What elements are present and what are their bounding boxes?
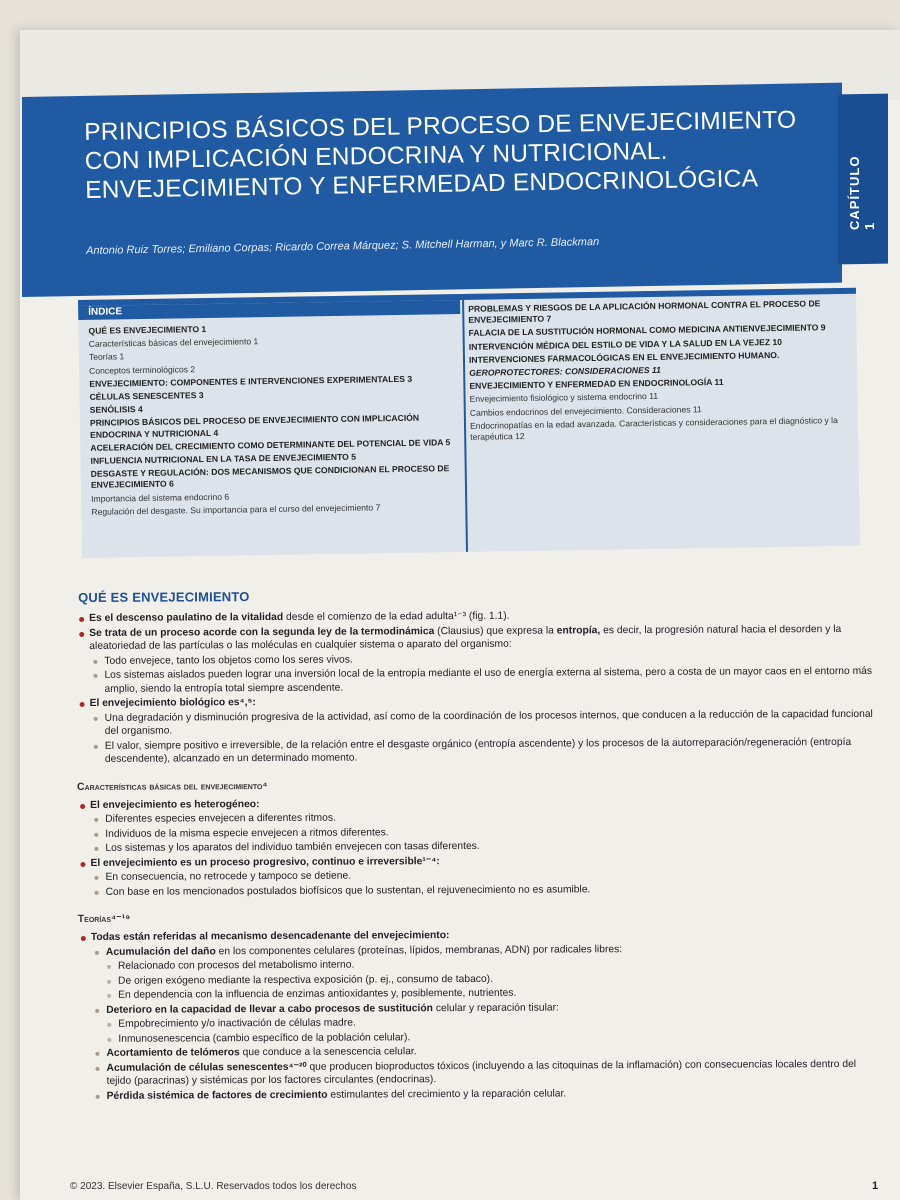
toc-entry: Características básicas del envejecimiento 1 [88, 336, 259, 350]
bullet-text: en los componentes celulares (proteínas, lípidos, membranas, ADN) por radicales libres: [215, 943, 623, 957]
toc-entry: Endocrinopatías en la edad avanzada. Características y consideraciones para el diagnóstico y la terapéutica 12 [469, 414, 838, 442]
sub-bullet: Con base en los mencionados postulados biofísicos que lo sustentan, el rejuvenecimiento no es asumible. [80, 881, 875, 899]
bullet-text: celular y reparación tisular: [432, 1001, 559, 1014]
toc-entry: Conceptos terminológicos 2 [89, 363, 196, 376]
toc-left-column [88, 320, 461, 520]
bullet-bold: Deterioro en la capacidad de llevar a cabo procesos de sustitución [106, 1002, 433, 1016]
bullet-bold: Es el descenso paulatino de la vitalidad [89, 611, 284, 624]
toc-entry: INTERVENCIONES FARMACOLÓGICAS EN EL ENVEJECIMIENTO HUMANO. [468, 349, 780, 365]
toc-entry: DESGASTE Y REGULACIÓN: DOS MECANISMOS QUE CONDICIONAN EL PROCESO DE ENVEJECIMIENTO 6 [90, 463, 450, 491]
toc-heading: ÍNDICE [78, 300, 460, 320]
toc-entry: Cambios endocrinos del envejecimiento. Consideraciones 11 [469, 403, 702, 418]
sub-bullet [80, 1057, 875, 1088]
copyright-footer: © 2023. Elsevier España, S.L.U. Reservados todos los derechos [70, 1181, 357, 1192]
toc-entry: INFLUENCIA NUTRICIONAL EN LA TASA DE ENVEJECIMIENTO 5 [90, 451, 357, 466]
subsection-heading: Teorías⁴⁻¹⁹ [77, 912, 131, 926]
sub-bullet: Todo envejece, tanto los objetos como los seres vivos. [78, 650, 873, 668]
bullet-bold: Se trata de un proceso acorde con la segunda ley de la termodinámica [89, 625, 435, 639]
bullet-text: que producen bioproductos tóxicos (incluyendo a las citoquinas de la inflamación) con consecuencias locales dentro del tejido (paracrinas) y sistémicas por los factores circulantes (endocrinas). [106, 1058, 857, 1087]
bullet-text: (Clausius) que expresa la [434, 624, 557, 637]
bullet-bold: El envejecimiento es un proceso progresivo, continuo e irreversible¹⁻⁴: [90, 855, 440, 869]
page-number: 1 [872, 1180, 879, 1192]
sub-sub-bullet: En dependencia con la influencia de enzimas antioxidantes y, posiblemente, nutrientes. [80, 985, 875, 1003]
sub-bullet: Individuos de la misma especie envejecen a ritmos diferentes. [79, 823, 874, 841]
toc-entry: ACELERACIÓN DEL CRECIMIENTO COMO DETERMINANTE DEL POTENCIAL DE VIDA 5 [90, 436, 451, 453]
toc-divider [462, 300, 468, 552]
section-title: QUÉ ES ENVEJECIMIENTO [78, 589, 250, 605]
sub-bullet: Una degradación y disminución progresiva de la actividad, así como de la coordinación de los procesos internos, que conducen a la reducción de la capacidad funcional del organismo. [79, 707, 874, 738]
bullet-bold: Acumulación del daño [105, 945, 216, 958]
toc-entry: ENVEJECIMIENTO Y ENFERMEDAD EN ENDOCRINOLOGÍA 11 [469, 377, 724, 392]
toc-entry: CÉLULAS SENESCENTES 3 [89, 390, 204, 402]
toc-entry: PRINCIPIOS BÁSICOS DEL PROCESO DE ENVEJECIMIENTO CON IMPLICACIÓN ENDOCRINA Y NUTRICIONAL 4 [89, 413, 420, 440]
toc-entry: QUÉ ES ENVEJECIMIENTO 1 [88, 323, 207, 336]
title-line: ENVEJECIMIENTO Y ENFERMEDAD ENDOCRINOLÓGICA [85, 165, 759, 204]
sub-bullet: El valor, siempre positivo e irreversible, de la relación entre el desgaste orgánico (entropía ascendente) y los procesos de la autorreparación/regeneración (entropía descendente), alcanzado en un determinado momento. [79, 735, 874, 766]
toc-entry: ENVEJECIMIENTO: COMPONENTES E INTERVENCIONES EXPERIMENTALES 3 [89, 373, 413, 389]
bullet-bold: Todas están referidas al mecanismo desencadenante del envejecimiento: [90, 930, 450, 943]
title-line: PRINCIPIOS BÁSICOS DEL PROCESO DE ENVEJECIMIENTO [84, 106, 797, 146]
toc-right-column [468, 298, 850, 445]
bullet-text: desde el comienzo de la edad adulta¹⁻³ (fig. 1.1). [283, 610, 510, 623]
bullet-bold: El envejecimiento biológico es⁴,⁵: [89, 697, 256, 709]
authors: Antonio Ruiz Torres; Emiliano Corpas; Ricardo Correa Márquez; S. Mitchell Harman, y Marc R. Blackman [86, 236, 600, 257]
toc-entry: Importancia del sistema endocrino 6 [91, 491, 230, 504]
sub-bullet: Los sistemas y los aparatos del individuo también envejecen con tasas diferentes. [79, 838, 874, 856]
sub-sub-bullet: Relacionado con procesos del metabolismo interno. [80, 956, 875, 974]
toc-entry: FALACIA DE LA SUSTITUCIÓN HORMONAL COMO MEDICINA ANTIENVEJECIMIENTO 9 [468, 322, 826, 339]
toc-entry: Regulación del desgaste. Su importancia para el curso del envejecimiento 7 [91, 502, 381, 517]
bullet-bold: Acumulación de células senescentes⁴⁻²⁰ [106, 1061, 307, 1074]
bullet-bold: El envejecimiento es heterogéneo: [90, 798, 260, 811]
sub-sub-bullet: De origen exógeno mediante la respectiva exposición (p. ej., consumo de tabaco). [80, 970, 875, 988]
bullet-bold: entropía, [556, 624, 601, 636]
toc-entry: INTERVENCIÓN MÉDICA DEL ESTILO DE VIDA Y LA SALUD EN LA VEJEZ 10 [468, 336, 783, 352]
bullet-bold: Acortamiento de telómeros [106, 1047, 240, 1059]
bullet [78, 622, 873, 653]
chapter-title [84, 105, 805, 205]
subsection-heading: Características básicas del envejecimiento⁴ [76, 779, 268, 793]
sub-bullet: Los sistemas aislados pueden lograr una inversión local de la entropía mediante el uso de energía externa al sistema, pero a costa de un mayor caos en el entorno más amplio, siendo la entropía total siempre ascendente. [78, 665, 873, 696]
toc-entry: GEROPROTECTORES: CONSIDERACIONES 11 [469, 364, 661, 378]
main-text [78, 586, 876, 1104]
sub-bullet: Diferentes especies envejecen a diferentes ritmos. [79, 809, 874, 827]
toc-entry: Envejecimiento fisiológico y sistema endocrino 11 [469, 391, 659, 405]
toc-entry: PROBLEMAS Y RIESGOS DE LA APLICACIÓN HORMONAL CONTRA EL PROCESO DE ENVEJECIMIENTO 7 [468, 298, 821, 326]
bullet-text: es decir, la progresión natural hacia el desorden y la aleatoriedad de las partículas o las moléculas en cualquier sistema o aparato del organismo: [89, 623, 842, 652]
bullet-text: estimulantes del crecimiento y la reparación celular. [327, 1087, 567, 1101]
chapter-label: CAPÍTULO 1 [847, 155, 877, 230]
title-line: CON IMPLICACIÓN ENDOCRINA Y NUTRICIONAL. [84, 137, 668, 175]
bullet-text: que conduce a la senescencia celular. [239, 1046, 417, 1059]
toc-entry: SENÓLISIS 4 [89, 404, 143, 416]
sub-sub-bullet: Inmunosenescencia (cambio específico de la población celular). [80, 1028, 875, 1046]
toc-entry: Teorías 1 [88, 351, 125, 363]
sub-bullet: En consecuencia, no retrocede y tampoco se detiene. [79, 867, 874, 885]
sub-sub-bullet: Empobrecimiento y/o inactivación de células madre. [80, 1014, 875, 1032]
bullet-bold: Pérdida sistémica de factores de crecimiento [106, 1089, 328, 1102]
sub-bullet [81, 1085, 876, 1103]
table-of-contents [78, 288, 860, 558]
